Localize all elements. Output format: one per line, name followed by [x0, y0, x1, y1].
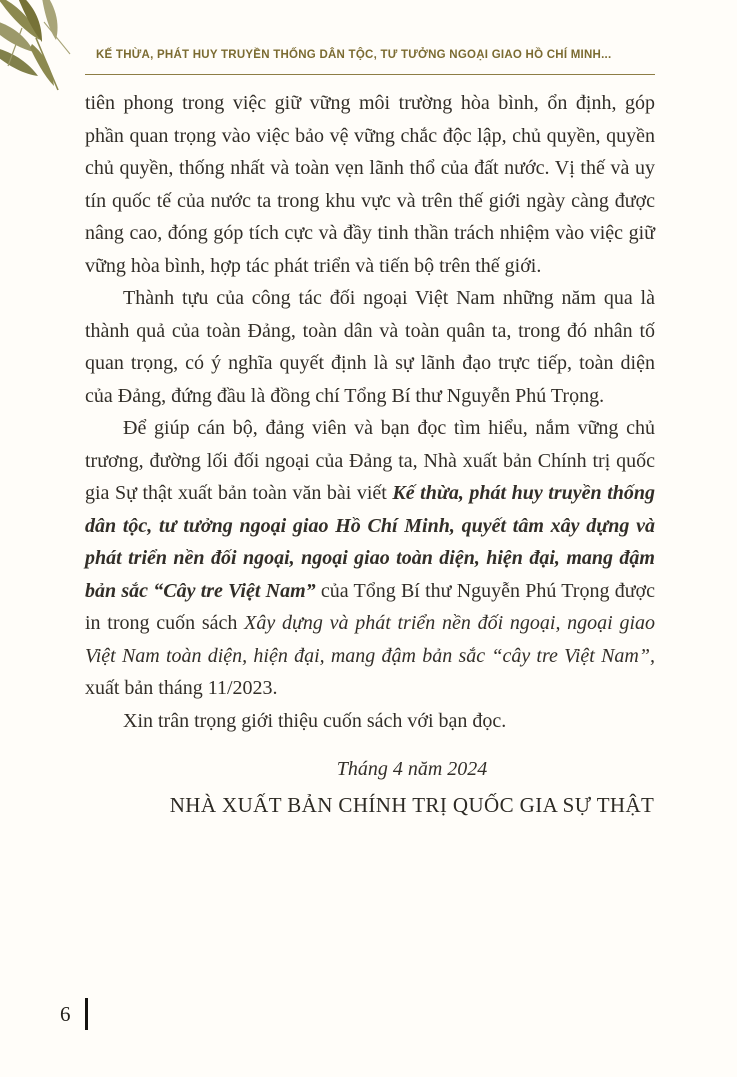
- page-number: 6: [60, 1001, 71, 1026]
- page-number-rule: [85, 998, 88, 1030]
- paragraph-closing-sentence: Xin trân trọng giới thiệu cuốn sách với bạn đọc.: [123, 709, 507, 732]
- paragraph-achievements: Thành tựu của công tác đối ngoại Việt Nam những năm qua là thành quả của toàn Đảng, toàn dân và toàn quân ta, trong đó nhân tố quan trọng, có ý nghĩa quyết định là sự lãnh đạo trực tiếp, toàn diện của Đảng, đứng đầu là đồng chí Tổng Bí thư Nguyễn Phú Trọng.: [85, 287, 655, 407]
- paragraph-book-intro: [85, 412, 655, 705]
- paragraph-mid-text: của Tổng Bí thư Nguyễn Phú Trọng được in trong cuốn sách: [85, 579, 655, 634]
- publisher-line: NHÀ XUẤT BẢN CHÍNH TRỊ QUỐC GIA SỰ THẬT: [169, 792, 655, 817]
- book-title-italic: Xây dựng và phát triển nền đối ngoại, ngoại giao Việt Nam toàn diện, hiện đại, mang đậm bản sắc “cây tre Việt Nam”,: [85, 612, 656, 667]
- header-rule: [85, 74, 655, 75]
- paragraph-end-text: xuất bản tháng 11/2023.: [85, 677, 278, 699]
- date-line: Tháng 4 năm 2024: [336, 758, 488, 780]
- article-title-emphasis: Kế thừa, phát huy truyền thống dân tộc, tư tưởng ngoại giao Hồ Chí Minh, quyết tâm xây dựng và phát triển nền đối ngoại, ngoại giao toàn diện, hiện đại, mang đậm bản sắc “Cây tre Việt Nam”: [85, 482, 655, 602]
- closing-block: [127, 753, 697, 821]
- running-title: KẾ THỪA, PHÁT HUY TRUYỀN THỐNG DÂN TỘC, TƯ TƯỞNG NGOẠI GIAO HỒ CHÍ MINH...: [96, 49, 612, 61]
- paragraph-continuation: tiên phong trong việc giữ vững môi trường hòa bình, ổn định, góp phần quan trọng vào việc bảo vệ vững chắc độc lập, chủ quyền, quyền chủ quyền, thống nhất và toàn vẹn lãnh thổ của đất nước. Vị thế và uy tín quốc tế của nước ta trong khu vực và trên thế giới ngày càng được nâng cao, đóng góp tích cực và đầy tinh thần trách nhiệm vào việc giữ vững hòa bình, hợp tác phát triển và tiến bộ trên thế giới.: [85, 92, 655, 277]
- page-footer: [60, 998, 88, 1030]
- page-body: [85, 87, 655, 821]
- paragraph-intro-text: Để giúp cán bộ, đảng viên và bạn đọc tìm hiểu, nắm vững chủ trương, đường lối đối ngoại của Đảng ta, Nhà xuất bản Chính trị quốc gia Sự thật xuất bản toàn văn bài viết: [85, 417, 655, 504]
